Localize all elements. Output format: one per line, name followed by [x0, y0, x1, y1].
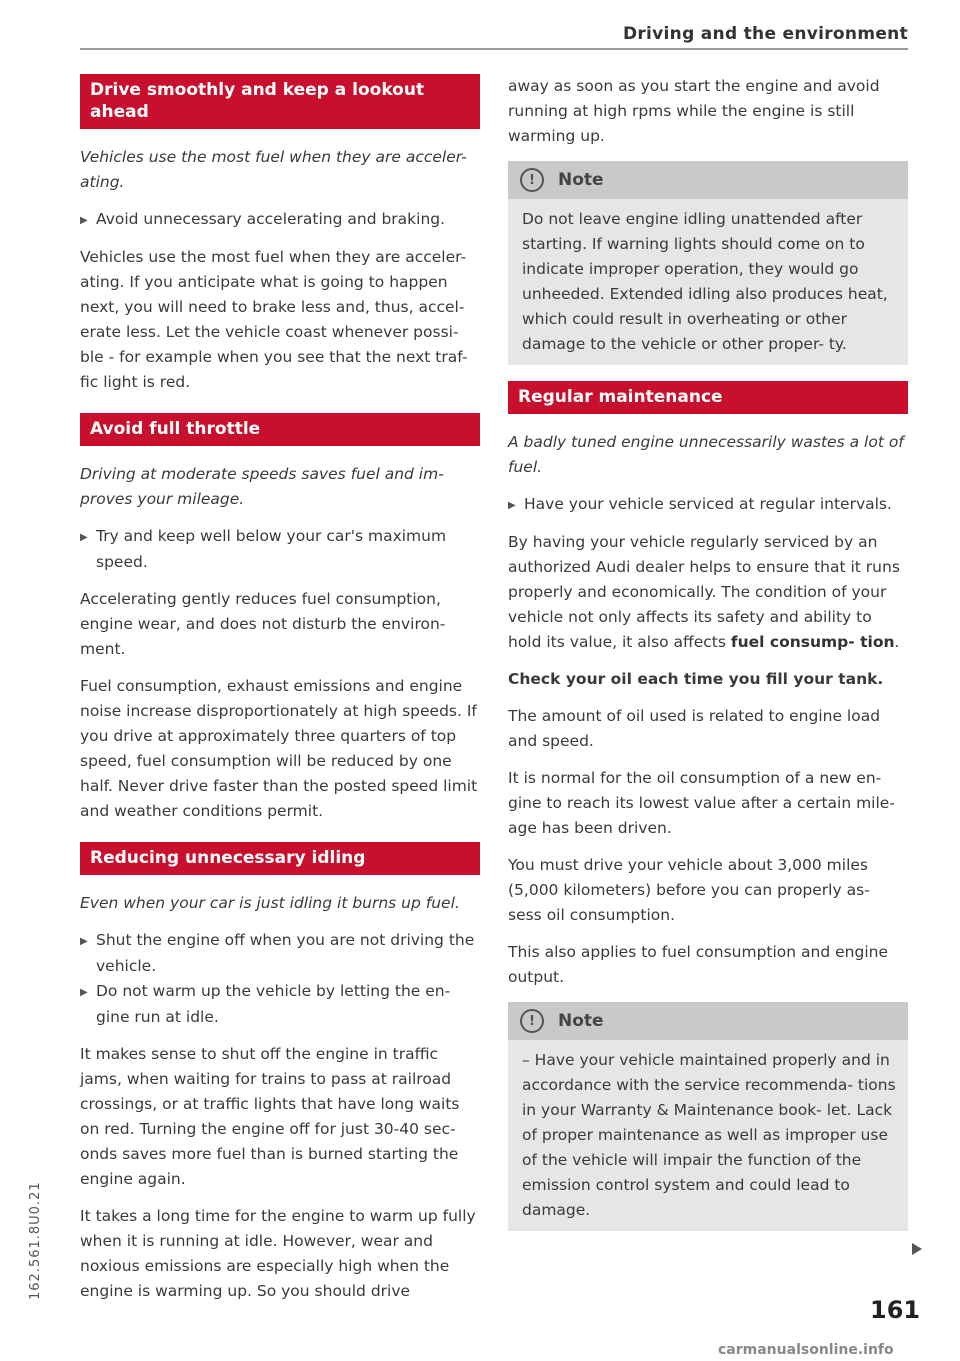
triangle-bullet-icon: ▶ [80, 215, 88, 226]
note-header [508, 1002, 908, 1040]
info-circle-icon: ! [520, 1009, 544, 1033]
section-intro: Vehicles use the most fuel when they are acceler- ating. [80, 148, 467, 191]
body-paragraph: This also applies to fuel consumption and engine output. [508, 943, 888, 986]
watermark: carmanualsonline.info [718, 1342, 894, 1358]
bullet-list [80, 928, 480, 1030]
section-heading-regular-maintenance: Regular maintenance [508, 381, 908, 414]
running-header: Driving and the environment [622, 24, 908, 44]
body-paragraph: It makes sense to shut off the engine in traffic jams, when waiting for trains to pass at railroad crossings, or at traffic lights that have long waits on red. Turning the engine off for just 30-40 sec- onds saves more fuel than is burned starting the engine again. [80, 1045, 460, 1188]
bullet-item: ▶ Have your vehicle serviced at regular intervals. [508, 492, 908, 518]
header-divider [80, 48, 908, 50]
page-number: 161 [870, 1296, 921, 1324]
bold-term: fuel consump- tion [730, 633, 895, 651]
section-heading-avoid-full-throttle: Avoid full throttle [80, 413, 480, 446]
right-column [508, 74, 908, 1247]
section-heading-drive-smoothly: Drive smoothly and keep a lookout ahead [80, 74, 480, 129]
body-paragraph: It is normal for the oil consumption of a new en- gine to reach its lowest value after a certain mile- age has been driven. [508, 769, 895, 837]
note-label: Note [558, 170, 604, 190]
section-heading-reducing-idling: Reducing unnecessary idling [80, 842, 480, 875]
body-paragraph: Fuel consumption, exhaust emissions and engine noise increase disproportionately at high speeds. If you drive at approximately three quarters of top speed, fuel consumption will be reduced by one half. Never drive faster than the posted speed limit and weather conditions permit. [80, 677, 478, 820]
bullet-item: ▶ Avoid unnecessary accelerating and braking. [80, 207, 480, 233]
body-paragraph: By having your vehicle regularly serviced by an authorized Audi dealer helps to ensure that it runs properly and economically. The condition of your vehicle not only affects its safety and ability to hold its value, it also affects fuel consump- tion. [508, 533, 900, 651]
note-text: Do not leave engine idling unattended after starting. If warning lights should come on to indicate improper operation, they would go unheeded. Extended idling also produces heat, which could result in overheating or other damage to the vehicle or other proper- ty. [522, 210, 888, 353]
body-paragraph: Vehicles use the most fuel when they are acceler- ating. If you anticipate what is going to happen next, you will need to brake less and, thus, accel- erate less. Let the vehicle coast whenever possi- ble - for example when you see that the next traf- fic light is red. [80, 248, 468, 391]
body-paragraph: Accelerating gently reduces fuel consumption, engine wear, and does not disturb the environ- ment. [80, 590, 446, 658]
info-circle-icon: ! [520, 168, 544, 192]
document-code: 162.561.8U0.21 [28, 1181, 43, 1300]
note-header [508, 161, 908, 199]
note-box [508, 1002, 908, 1231]
subheading: Check your oil each time you fill your tank. [508, 670, 884, 688]
bullet-item: ▶ Try and keep well below your car's maximum speed. [80, 527, 447, 571]
triangle-bullet-icon: ▶ [80, 987, 88, 998]
triangle-bullet-icon: ▶ [80, 936, 88, 947]
body-paragraph: You must drive your vehicle about 3,000 miles (5,000 kilometers) before you can properly as- sess oil consumption. [508, 856, 870, 924]
note-text: – Have your vehicle maintained properly and in accordance with the service recommenda- tions in your Warranty & Maintenance book- let. Lack of proper maintenance as well as improper use of the vehicle will impair the function of the emission control system and could lead to damage. [522, 1051, 896, 1219]
left-column [80, 74, 480, 1316]
triangle-bullet-icon: ▶ [508, 500, 516, 511]
bullet-item: ▶ Shut the engine off when you are not driving the vehicle. [80, 931, 475, 975]
bullet-item: ▶ Do not warm up the vehicle by letting the en- gine run at idle. [80, 982, 451, 1026]
section-intro: Driving at moderate speeds saves fuel and im- proves your mileage. [80, 465, 444, 508]
section-intro: Even when your car is just idling it burns up fuel. [80, 894, 460, 912]
body-paragraph: away as soon as you start the engine and avoid running at high rpms while the engine is still warming up. [508, 77, 880, 145]
triangle-bullet-icon: ▶ [80, 532, 88, 543]
note-label: Note [558, 1011, 604, 1031]
section-intro: A badly tuned engine unnecessarily wastes a lot of fuel. [508, 433, 904, 476]
note-box [508, 161, 908, 365]
body-paragraph: The amount of oil used is related to engine load and speed. [508, 707, 881, 750]
continue-arrow-icon [912, 1243, 922, 1255]
body-paragraph: It takes a long time for the engine to warm up fully when it is running at idle. However, wear and noxious emissions are especially high when the engine is warming up. So you should drive [80, 1207, 476, 1300]
